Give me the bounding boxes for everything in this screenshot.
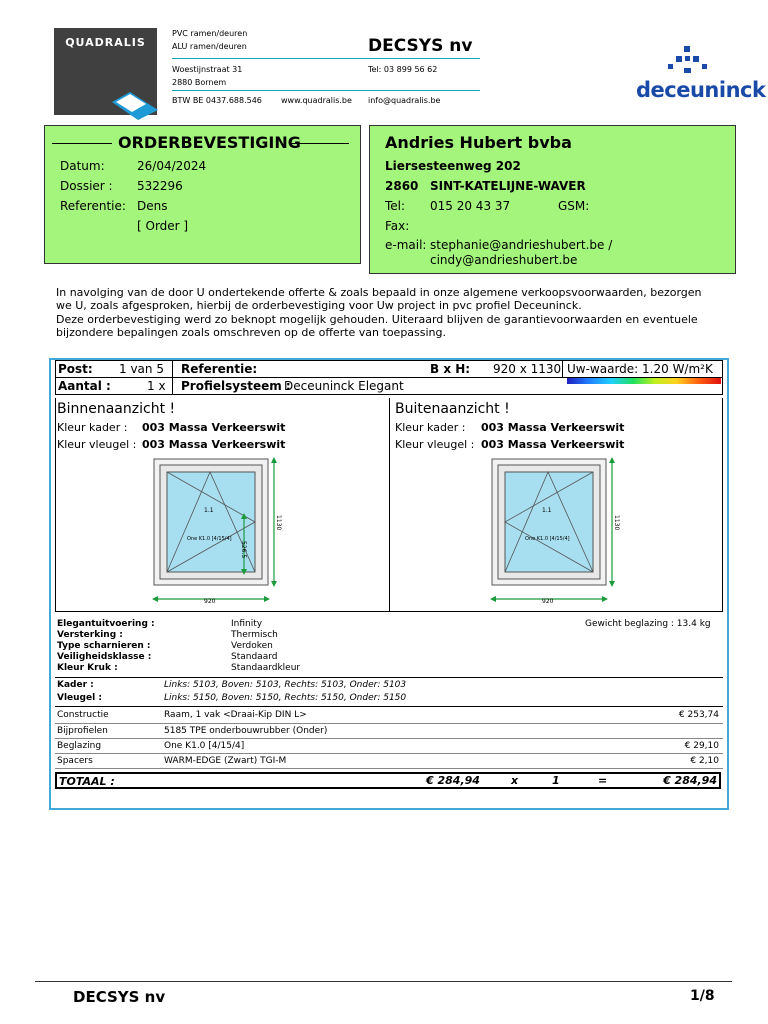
- order-title-rule-left: [52, 143, 112, 144]
- customer-email-label: e-mail:: [385, 238, 427, 252]
- profiles-bottom-line: [55, 706, 723, 707]
- specs-values: [231, 619, 300, 674]
- inside-handle-dim: 526.5: [240, 541, 247, 559]
- line-4-sep: [55, 768, 723, 769]
- header-email[interactable]: info@quadralis.be: [368, 96, 441, 105]
- aantal-value: 1 x: [147, 379, 166, 393]
- order-date-value: 26/04/2024: [137, 159, 207, 173]
- line-1-label: Constructie: [57, 710, 109, 720]
- logo-arrow-icon: [108, 90, 160, 122]
- aantal-label: Aantal :: [58, 379, 111, 393]
- customer-postcode: 2860: [385, 179, 419, 193]
- spec-label-5: Kleur Kruk :: [57, 663, 118, 673]
- line-1-desc: Raam, 1 vak <Draai-Kip DIN L>: [164, 710, 307, 720]
- order-reference-label: Referentie:: [60, 199, 126, 213]
- outside-window-drawing: [484, 455, 624, 607]
- customer-fax-label: Fax:: [385, 219, 410, 233]
- deceuninck-dots-icon: [668, 44, 708, 78]
- profile-kader-label: Kader :: [57, 680, 94, 690]
- customer-email-line2[interactable]: cindy@andrieshubert.be: [430, 253, 578, 267]
- profiles-top-line: [55, 677, 723, 678]
- pos-col-1: [55, 360, 56, 395]
- views-bottom-border: [55, 611, 723, 612]
- inside-vleugel-label: Kleur vleugel :: [57, 438, 137, 451]
- inside-height-dim: 1130: [275, 515, 282, 531]
- line-3-sep: [55, 753, 723, 754]
- line-3-price: € 29,10: [684, 741, 719, 751]
- pos-row-top: [55, 360, 723, 361]
- spec-label-2: Versterking :: [57, 630, 123, 640]
- footer-company: DECSYS nv: [73, 988, 166, 1006]
- line-1-price: € 253,74: [678, 710, 719, 720]
- inside-kader-label: Kleur kader :: [57, 421, 128, 434]
- line-4-desc: WARM-EDGE (Zwart) TGI-M: [164, 756, 287, 766]
- order-date-label: Datum:: [60, 159, 105, 173]
- profiel-label: Profielsysteem :: [181, 379, 291, 393]
- inside-width-dim: 920: [204, 598, 216, 605]
- customer-city: SINT-KATELIJNE-WAVER: [430, 179, 586, 193]
- header-address: Woestijnstraat 31: [172, 65, 243, 74]
- outside-vleugel-value: 003 Massa Verkeerswit: [481, 438, 625, 451]
- spec-value-3: Verdoken: [231, 641, 273, 651]
- header-btw: BTW BE 0437.688.546: [172, 96, 262, 105]
- inside-kader-value: 003 Massa Verkeerswit: [142, 421, 286, 434]
- line-1-sep: [55, 723, 723, 724]
- bxh-value: 920 x 1130: [493, 362, 562, 376]
- specs-labels: [57, 619, 155, 674]
- deceuninck-logo-text: deceuninck: [636, 78, 766, 102]
- total-row: [55, 772, 721, 789]
- inside-title: Binnenaanzicht !: [57, 401, 176, 417]
- order-title: ORDERBEVESTIGING: [118, 133, 301, 152]
- header-line2: ALU ramen/deuren: [172, 42, 247, 51]
- inside-window-drawing: [146, 455, 286, 607]
- line-4-label: Spacers: [57, 756, 93, 766]
- spec-label-3: Type scharnieren :: [57, 641, 151, 651]
- total-label: TOTAAL :: [59, 775, 115, 788]
- total-sum: € 284,94: [663, 774, 717, 787]
- line-2-sep: [55, 738, 723, 739]
- spec-label-4: Veiligheidsklasse :: [57, 652, 152, 662]
- total-x: x: [511, 774, 519, 787]
- header-city: 2880 Bornem: [172, 78, 227, 87]
- order-dossier-value: 532296: [137, 179, 183, 193]
- post-label: Post:: [58, 362, 93, 376]
- intro-line-1: In navolging van de door U ondertekende offerte & zoals bepaald in onze algemene verkoopsvoorwaarden, bezorgen: [56, 286, 702, 299]
- profile-vleugel-value: Links: 5150, Boven: 5150, Rechts: 5150, Onder: 5150: [164, 693, 407, 703]
- header-line1: PVC ramen/deuren: [172, 29, 248, 38]
- intro-line-2: we U, zoals afgesproken, hierbij de orderbevestiging voor Uw project in pvc profiel Deceuninck.: [56, 299, 582, 312]
- pos-col-2: [172, 360, 173, 395]
- customer-email-line1[interactable]: stephanie@andrieshubert.be /: [430, 238, 613, 252]
- intro-line-3: Deze orderbevestiging werd zo beknopt mogelijk gehouden. Uiteraard blijven de garantievoorwaarden en eventuele: [56, 313, 698, 326]
- line-3-desc: One K1.0 [4/15/4]: [164, 741, 245, 751]
- total-unit-price: € 284,94: [426, 774, 480, 787]
- line-3-label: Beglazing: [57, 741, 102, 751]
- spec-value-4: Standaard: [231, 652, 278, 662]
- inside-vleugel-value: 003 Massa Verkeerswit: [142, 438, 286, 451]
- customer-tel-value: 015 20 43 37: [430, 199, 511, 213]
- post-value: 1 van 5: [119, 362, 164, 376]
- quadralis-logo-text: QUADRALIS: [65, 36, 146, 49]
- outside-kader-value: 003 Massa Verkeerswit: [481, 421, 625, 434]
- outside-height-dim: 1130: [613, 515, 620, 531]
- order-tag: [ Order ]: [137, 219, 189, 233]
- outside-sash-label: 1.1: [542, 507, 552, 514]
- bxh-label: B x H:: [430, 362, 471, 376]
- spec-value-5: Standaardkleur: [231, 663, 301, 673]
- header-website[interactable]: www.quadralis.be: [281, 96, 352, 105]
- uw-value: Uw-waarde: 1.20 W/m²K: [567, 362, 713, 376]
- pos-col-4: [722, 360, 723, 395]
- views-right-border: [722, 398, 723, 612]
- outside-title: Buitenaanzicht !: [395, 401, 510, 417]
- spec-value-1: Infinity: [231, 619, 263, 629]
- spec-label-1: Elegantuitvoering :: [57, 619, 155, 629]
- pos-row-bottom: [55, 394, 723, 395]
- line-4-price: € 2,10: [690, 756, 719, 766]
- order-dossier-label: Dossier :: [60, 179, 113, 193]
- total-qty: 1: [552, 774, 560, 787]
- profile-vleugel-label: Vleugel :: [57, 693, 102, 703]
- profile-kader-value: Links: 5103, Boven: 5103, Rechts: 5103, Onder: 5103: [164, 680, 407, 690]
- outside-width-dim: 920: [542, 598, 554, 605]
- header-divider-2: [172, 90, 480, 91]
- outside-glass-label: One K1.0 [4/15/4]: [525, 536, 570, 542]
- line-2-label: Bijprofielen: [57, 726, 108, 736]
- spec-value-2: Thermisch: [231, 630, 278, 640]
- outside-kader-label: Kleur kader :: [395, 421, 466, 434]
- views-divider: [389, 398, 390, 612]
- total-eq: =: [598, 774, 608, 787]
- intro-line-4: bijzondere bepalingen zoals omschreven op de offerte van toepassing.: [56, 326, 447, 339]
- views-left-border: [55, 398, 56, 612]
- inside-glass-label: One K1.0 [4/15/4]: [187, 536, 232, 542]
- profiel-value: Deceuninck Elegant: [284, 379, 404, 393]
- customer-gsm-label: GSM:: [558, 199, 590, 213]
- header-divider: [172, 58, 480, 59]
- page-number: 1/8: [690, 988, 715, 1004]
- glass-weight: Gewicht beglazing : 13.4 kg: [585, 619, 711, 629]
- inside-sash-label: 1.1: [204, 507, 214, 514]
- customer-street: Liersesteenweg 202: [385, 159, 521, 173]
- referentie-label: Referentie:: [181, 362, 258, 376]
- header-company: DECSYS nv: [368, 36, 473, 56]
- customer-tel-label: Tel:: [385, 199, 406, 213]
- line-2-desc: 5185 TPE onderbouwrubber (Onder): [164, 726, 328, 736]
- customer-name: Andries Hubert bvba: [385, 133, 572, 152]
- order-reference-value: Dens: [137, 199, 168, 213]
- pos-col-3: [562, 360, 563, 378]
- header-tel: Tel: 03 899 56 62: [368, 65, 438, 74]
- footer-divider: [35, 981, 732, 982]
- uw-color-scale: [567, 378, 721, 384]
- outside-vleugel-label: Kleur vleugel :: [395, 438, 475, 451]
